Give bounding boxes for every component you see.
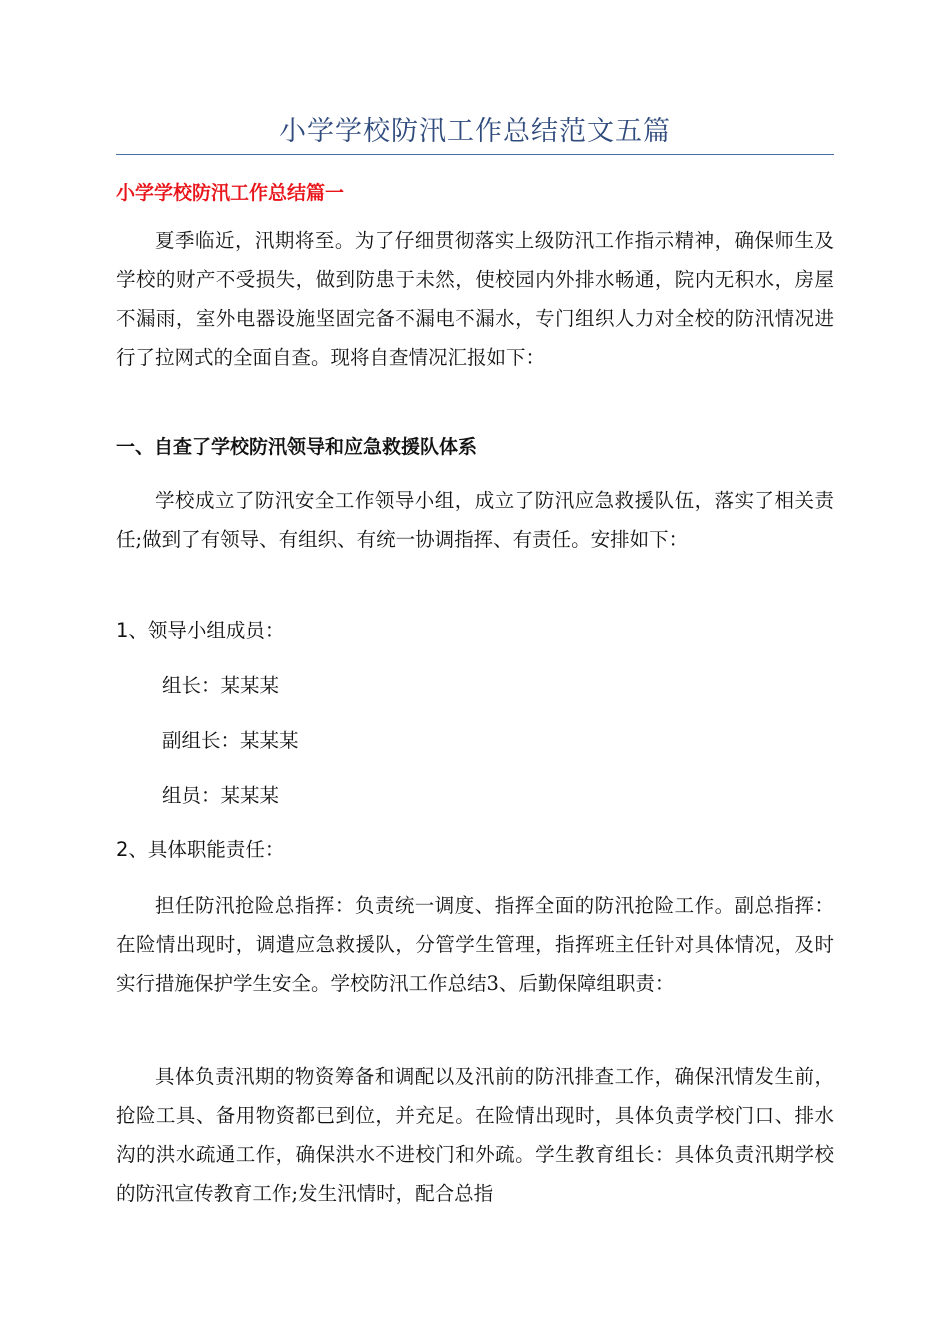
deputy-leader-line: 副组长：某某某 bbox=[162, 729, 299, 752]
leader-line: 组长：某某某 bbox=[162, 674, 280, 697]
list-item-2 bbox=[116, 835, 284, 865]
paragraph-2: 学校成立了防汛安全工作领导小组，成立了防汛应急救援队伍，落实了相关责任;做到了有领导、有组织、有统一协调指挥、有责任。安排如下： bbox=[116, 489, 834, 551]
list-item-1 bbox=[116, 616, 284, 646]
paragraph-4: 具体负责汛期的物资筹备和调配以及汛前的防汛排查工作，确保汛情发生前，抢险工具、备用物资都已到位，并充足。在险情出现时，具体负责学校门口、排水沟的洪水疏通工作，确保洪水不进校门和外疏。学生教育组长：具体负责汛期学校的防汛宣传教育工作;发生汛情时，配合总指 bbox=[116, 1065, 834, 1205]
intro-paragraph: 夏季临近，汛期将至。为了仔细贯彻落实上级防汛工作指示精神，确保师生及学校的财产不受损失，做到防患于未然，使校园内外排水畅通，院内无积水，房屋不漏雨，室外电器设施坚固完备不漏电不漏水，专门组织人力对全校的防汛情况进行了拉网式的全面自查。现将自查情况汇报如下： bbox=[116, 229, 834, 369]
list-item-2-text: 、具体职能责任： bbox=[128, 838, 285, 861]
list-item-2-number: 2 bbox=[116, 838, 129, 861]
paragraph-3: 担任防汛抢险总指挥：负责统一调度、指挥全面的防汛抢险工作。副总指挥：在险情出现时，调遣应急救援队，分管学生管理，指挥班主任针对具体情况，及时实行措施保护学生安全。学校防汛工作总结3、后勤保障组职责： bbox=[116, 894, 834, 995]
list-item-1-number: 1 bbox=[116, 619, 129, 642]
subheading-1: 一、自查了学校防汛领导和应急救援队体系 bbox=[116, 436, 478, 458]
title-underline bbox=[116, 154, 834, 155]
section-heading: 小学学校防汛工作总结篇一 bbox=[116, 182, 345, 204]
members-line: 组员：某某某 bbox=[162, 784, 280, 807]
document-title: 小学学校防汛工作总结范文五篇 bbox=[279, 116, 671, 147]
list-item-1-text: 、领导小组成员： bbox=[128, 619, 285, 642]
